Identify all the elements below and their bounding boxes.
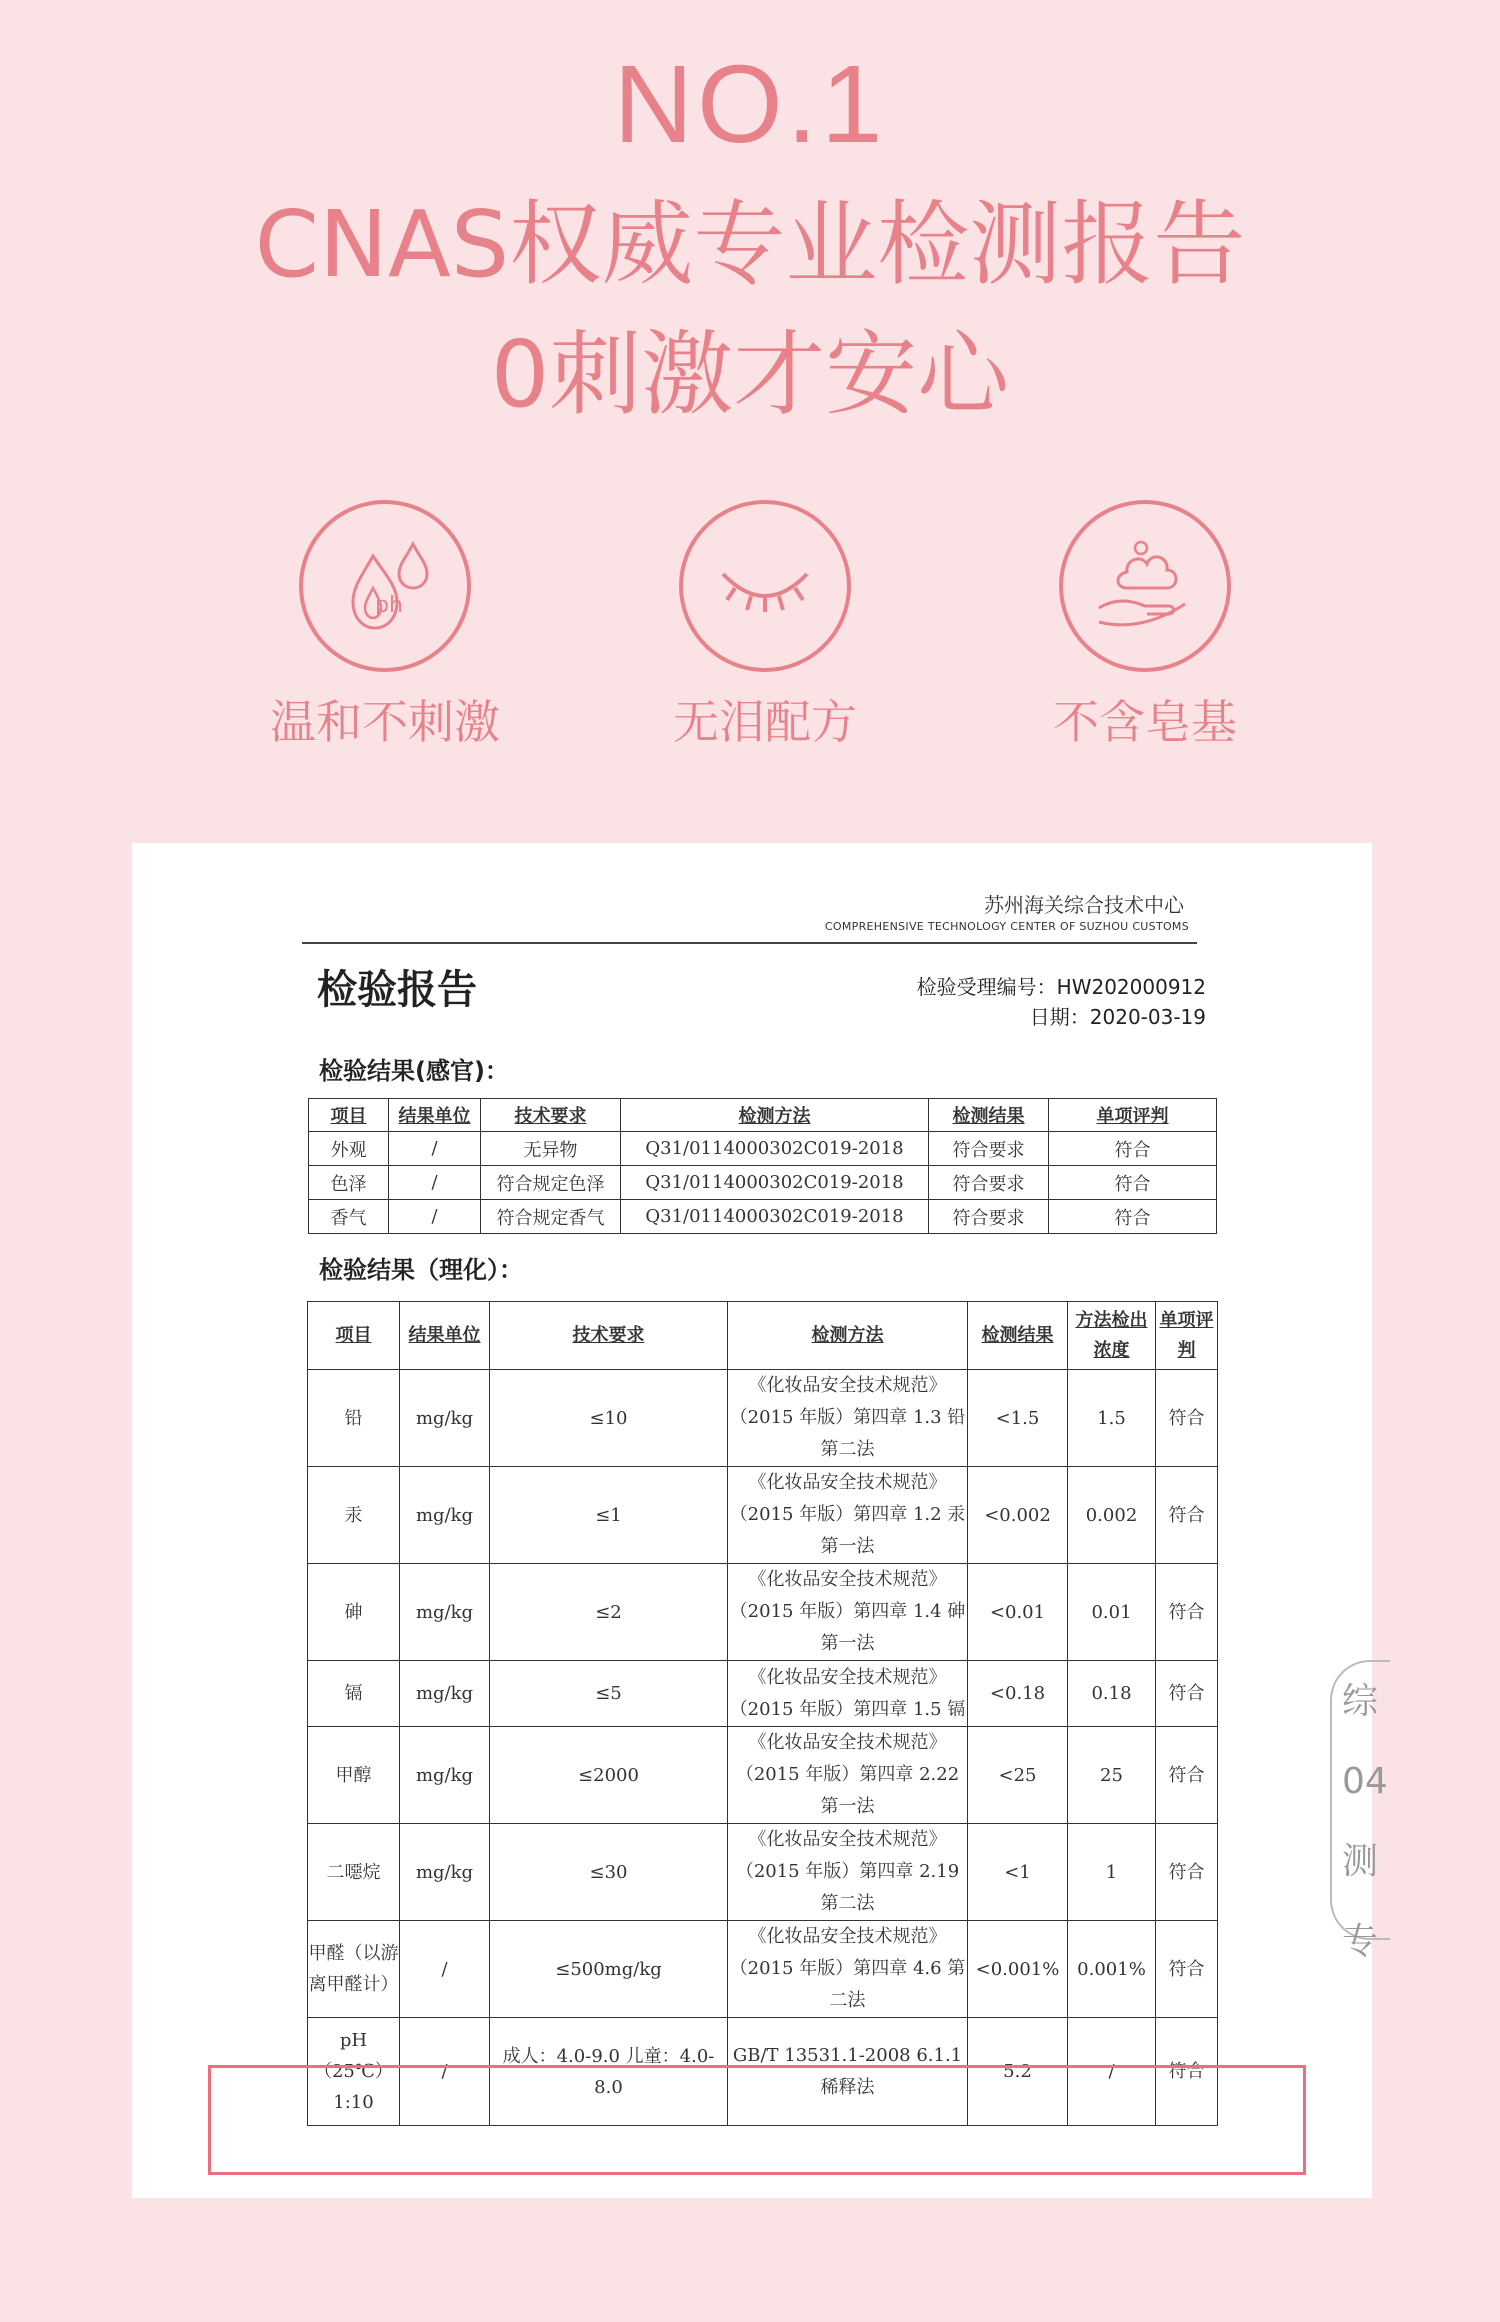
table-cell: ≤2: [490, 1564, 728, 1661]
svg-text:ph: ph: [375, 593, 403, 618]
table-cell: ≤500mg/kg: [490, 1921, 728, 2018]
table-cell: 无异物: [481, 1132, 621, 1166]
table-cell: GB/T 13531.1-2008 6.1.1 稀释法: [728, 2018, 968, 2126]
table-cell: 0.001%: [1068, 1921, 1156, 2018]
column-header: 技术要求: [490, 1302, 728, 1370]
column-header: 检测结果: [929, 1099, 1049, 1132]
table-cell: 1: [1068, 1824, 1156, 1921]
table-cell: 5.2: [968, 2018, 1068, 2126]
column-header: 单项评判: [1156, 1302, 1218, 1370]
table-cell: 《化妆品安全技术规范》（2015 年版）第四章 1.4 砷 第一法: [728, 1564, 968, 1661]
table-row: [308, 1727, 1218, 1824]
table-cell: ≤1: [490, 1467, 728, 1564]
table-cell: 汞: [308, 1467, 400, 1564]
table-header-row: [308, 1302, 1218, 1370]
table-cell: 0.01: [1068, 1564, 1156, 1661]
table-cell: 0.18: [1068, 1661, 1156, 1727]
table-cell: /: [400, 1921, 490, 2018]
table-row: [308, 1370, 1218, 1467]
table-cell: 符合规定香气: [481, 1200, 621, 1234]
table-cell: 《化妆品安全技术规范》（2015 年版）第四章 2.19 第二法: [728, 1824, 968, 1921]
column-header: 结果单位: [389, 1099, 481, 1132]
table-cell: 0.002: [1068, 1467, 1156, 1564]
table-cell: mg/kg: [400, 1824, 490, 1921]
table-cell: 符合: [1156, 1921, 1218, 2018]
table-cell: 符合: [1156, 1661, 1218, 1727]
feature-label: 温和不刺激: [270, 695, 500, 749]
table-cell: pH（25℃）1:10: [308, 2018, 400, 2126]
table-row: [309, 1132, 1217, 1166]
table-cell: 色泽: [309, 1166, 389, 1200]
closed-eye-icon: [679, 500, 851, 672]
table-cell: 《化妆品安全技术规范》（2015 年版）第四章 1.2 汞 第一法: [728, 1467, 968, 1564]
sensory-section-title: 检验结果(感官)：: [319, 1057, 509, 1085]
table-cell: 符合: [1156, 1564, 1218, 1661]
table-cell: Q31/0114000302C019-2018: [621, 1166, 929, 1200]
table-cell: 符合: [1156, 1370, 1218, 1467]
table-cell: 符合: [1049, 1200, 1217, 1234]
table-cell: /: [1068, 2018, 1156, 2126]
table-cell: 符合规定色泽: [481, 1166, 621, 1200]
table-cell: <1.5: [968, 1370, 1068, 1467]
table-cell: 符合: [1156, 2018, 1218, 2126]
physchem-section-title: 检验结果（理化）：: [319, 1256, 523, 1284]
foam-hand-icon: [1059, 500, 1231, 672]
table-cell: mg/kg: [400, 1661, 490, 1727]
table-cell: 甲醇: [308, 1727, 400, 1824]
table-cell: Q31/0114000302C019-2018: [621, 1200, 929, 1234]
feature-tear-free: [615, 500, 915, 752]
table-cell: 符合要求: [929, 1166, 1049, 1200]
headline: CNAS权威专业检测报告: [254, 191, 1246, 298]
column-header: 项目: [308, 1302, 400, 1370]
column-header: 结果单位: [400, 1302, 490, 1370]
table-cell: 符合: [1049, 1166, 1217, 1200]
subheadline: 0刺激才安心: [490, 321, 1010, 428]
table-row: [308, 1824, 1218, 1921]
table-cell: ≤5: [490, 1661, 728, 1727]
table-cell: mg/kg: [400, 1370, 490, 1467]
table-cell: 《化妆品安全技术规范》（2015 年版）第四章 2.22 第一法: [728, 1727, 968, 1824]
table-cell: 砷: [308, 1564, 400, 1661]
physchem-table: [307, 1301, 1218, 2126]
column-header: 检测结果: [968, 1302, 1068, 1370]
table-header-row: [309, 1099, 1217, 1132]
table-row: [308, 1467, 1218, 1564]
table-cell: ≤2000: [490, 1727, 728, 1824]
table-cell: 甲醛（以游离甲醛计）: [308, 1921, 400, 2018]
table-cell: 二噁烷: [308, 1824, 400, 1921]
report-date: 日期：2020-03-19: [1029, 1005, 1206, 1029]
column-header: 单项评判: [1049, 1099, 1217, 1132]
column-header: 方法检出浓度: [1068, 1302, 1156, 1370]
table-cell: <0.18: [968, 1661, 1068, 1727]
table-cell: ≤30: [490, 1824, 728, 1921]
feature-gentle: [235, 500, 535, 752]
feature-label: 无泪配方: [673, 695, 857, 749]
sensory-table: [308, 1098, 1217, 1234]
ph-row-highlight: [208, 2065, 1306, 2175]
table-row: [309, 1166, 1217, 1200]
header-rule: [302, 942, 1197, 944]
column-header: 检测方法: [728, 1302, 968, 1370]
table-cell: /: [400, 2018, 490, 2126]
table-cell: ≤10: [490, 1370, 728, 1467]
table-cell: 1.5: [1068, 1370, 1156, 1467]
table-cell: 铅: [308, 1370, 400, 1467]
table-cell: 符合: [1049, 1132, 1217, 1166]
table-cell: Q31/0114000302C019-2018: [621, 1132, 929, 1166]
table-cell: 25: [1068, 1727, 1156, 1824]
table-cell: 外观: [309, 1132, 389, 1166]
table-cell: 成人：4.0-9.0 儿童：4.0-8.0: [490, 2018, 728, 2126]
table-cell: /: [389, 1200, 481, 1234]
table-cell: mg/kg: [400, 1564, 490, 1661]
accept-number: 检验受理编号：HW202000912: [916, 975, 1206, 999]
ph-drop-icon: [299, 500, 471, 672]
table-cell: mg/kg: [400, 1467, 490, 1564]
feature-label: 不含皂基: [1053, 695, 1237, 749]
column-header: 技术要求: [481, 1099, 621, 1132]
table-cell: 符合要求: [929, 1200, 1049, 1234]
table-cell: <0.01: [968, 1564, 1068, 1661]
column-header: 项目: [309, 1099, 389, 1132]
table-cell: /: [389, 1166, 481, 1200]
table-cell: <0.002: [968, 1467, 1068, 1564]
table-cell: 符合: [1156, 1467, 1218, 1564]
table-row: [308, 1921, 1218, 2018]
table-cell: 符合: [1156, 1727, 1218, 1824]
table-cell: /: [389, 1132, 481, 1166]
report-title: 检验报告: [317, 967, 477, 1013]
rank-title: NO.1: [613, 43, 887, 166]
table-cell: 《化妆品安全技术规范》（2015 年版）第四章 4.6 第二法: [728, 1921, 968, 2018]
table-cell: 符合要求: [929, 1132, 1049, 1166]
table-cell: <0.001%: [968, 1921, 1068, 2018]
table-cell: <1: [968, 1824, 1068, 1921]
table-row: [309, 1200, 1217, 1234]
table-cell: mg/kg: [400, 1727, 490, 1824]
org-name-cn: 苏州海关综合技术中心: [984, 893, 1184, 917]
table-cell: 《化妆品安全技术规范》（2015 年版）第四章 1.3 铅 第二法: [728, 1370, 968, 1467]
table-cell: <25: [968, 1727, 1068, 1824]
table-cell: 镉: [308, 1661, 400, 1727]
table-cell: 符合: [1156, 1824, 1218, 1921]
feature-row: [0, 500, 1500, 770]
report-document: [132, 843, 1372, 2198]
table-cell: 香气: [309, 1200, 389, 1234]
feature-no-soap: [995, 500, 1295, 752]
table-row: [308, 1661, 1218, 1727]
table-row: [308, 1564, 1218, 1661]
column-header: 检测方法: [621, 1099, 929, 1132]
table-cell: 《化妆品安全技术规范》（2015 年版）第四章 1.5 镉: [728, 1661, 968, 1727]
seal-stamp: 综 04 测专: [1330, 1660, 1390, 1940]
org-name-en: COMPREHENSIVE TECHNOLOGY CENTER OF SUZHOU CUSTOMS: [824, 920, 1189, 933]
